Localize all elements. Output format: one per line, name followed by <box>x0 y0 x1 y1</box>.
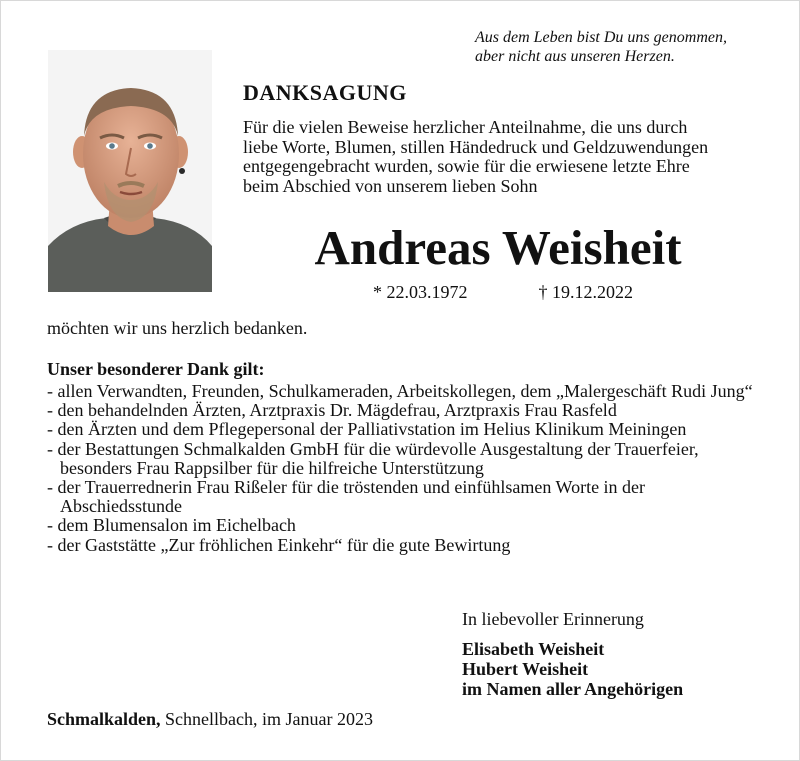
signer-name: Hubert Weisheit <box>462 659 589 679</box>
intro-line: liebe Worte, Blumen, stillen Händedruck und Geldzuwendungen <box>243 136 709 157</box>
intro-line: Für die vielen Beweise herzlicher Anteilnahme, die uns durch <box>243 117 688 137</box>
signers-block <box>462 639 683 699</box>
thanks-list <box>47 382 767 555</box>
closing-text: möchten wir uns herzlich bedanken. <box>47 318 308 338</box>
thanks-item: - der Trauerrednerin Frau Rißeler für die tröstenden und einfühlsamen Worte in der Abschiedsstunde <box>47 477 646 517</box>
intro-line: beim Abschied von unserem lieben Sohn <box>243 175 538 196</box>
thanks-item: - den behandelnden Ärzten, Arztpraxis Dr. Mägdefrau, Arztpraxis Frau Rasfeld <box>47 400 617 421</box>
remembrance-text: In liebevoller Erinnerung <box>462 609 644 629</box>
thanks-item: - den Ärzten und dem Pflegepersonal der Palliativstation im Helius Klinikum Meiningen <box>47 419 687 440</box>
thanks-item: - allen Verwandten, Freunden, Schulkameraden, Arbeitskollegen, dem „Malergeschäft Rudi Jung“ <box>47 381 753 401</box>
thanks-item: - dem Blumensalon im Eichelbach <box>47 515 296 536</box>
birth-date: * 22.03.1972 <box>373 282 468 302</box>
signer-name: im Namen aller Angehörigen <box>462 679 684 699</box>
memorial-quote <box>475 28 775 66</box>
death-date: † 19.12.2022 <box>538 282 633 302</box>
portrait-photo <box>48 50 212 292</box>
place-rest: Schnellbach, im Januar 2023 <box>160 709 373 729</box>
notice-title: DANKSAGUNG <box>243 80 407 105</box>
place-town: Schmalkalden, <box>47 709 161 729</box>
thanks-heading: Unser besonderer Dank gilt: <box>47 359 265 379</box>
thanks-item: - der Gaststätte „Zur fröhlichen Einkehr“ für die gute Bewirtung <box>47 534 511 555</box>
intro-line: entgegengebracht wurden, sowie für die erwiesene letzte Ehre <box>243 156 690 176</box>
thanks-item: - der Bestattungen Schmalkalden GmbH für die würdevolle Ausgestaltung der Trauerfeier, besonders Frau Rappsilber für die hilfreiche Unterstützung <box>47 438 699 478</box>
intro-text <box>243 118 778 196</box>
place-and-date <box>47 708 373 730</box>
quote-line: aber nicht aus unseren Herzen. <box>475 48 675 65</box>
deceased-name: Andreas Weisheit <box>314 220 682 275</box>
signer-name: Elisabeth Weisheit <box>462 639 605 659</box>
quote-line: Aus dem Leben bist Du uns genommen, <box>475 29 727 46</box>
life-dates <box>373 281 633 303</box>
portrait-illustration <box>48 50 212 292</box>
